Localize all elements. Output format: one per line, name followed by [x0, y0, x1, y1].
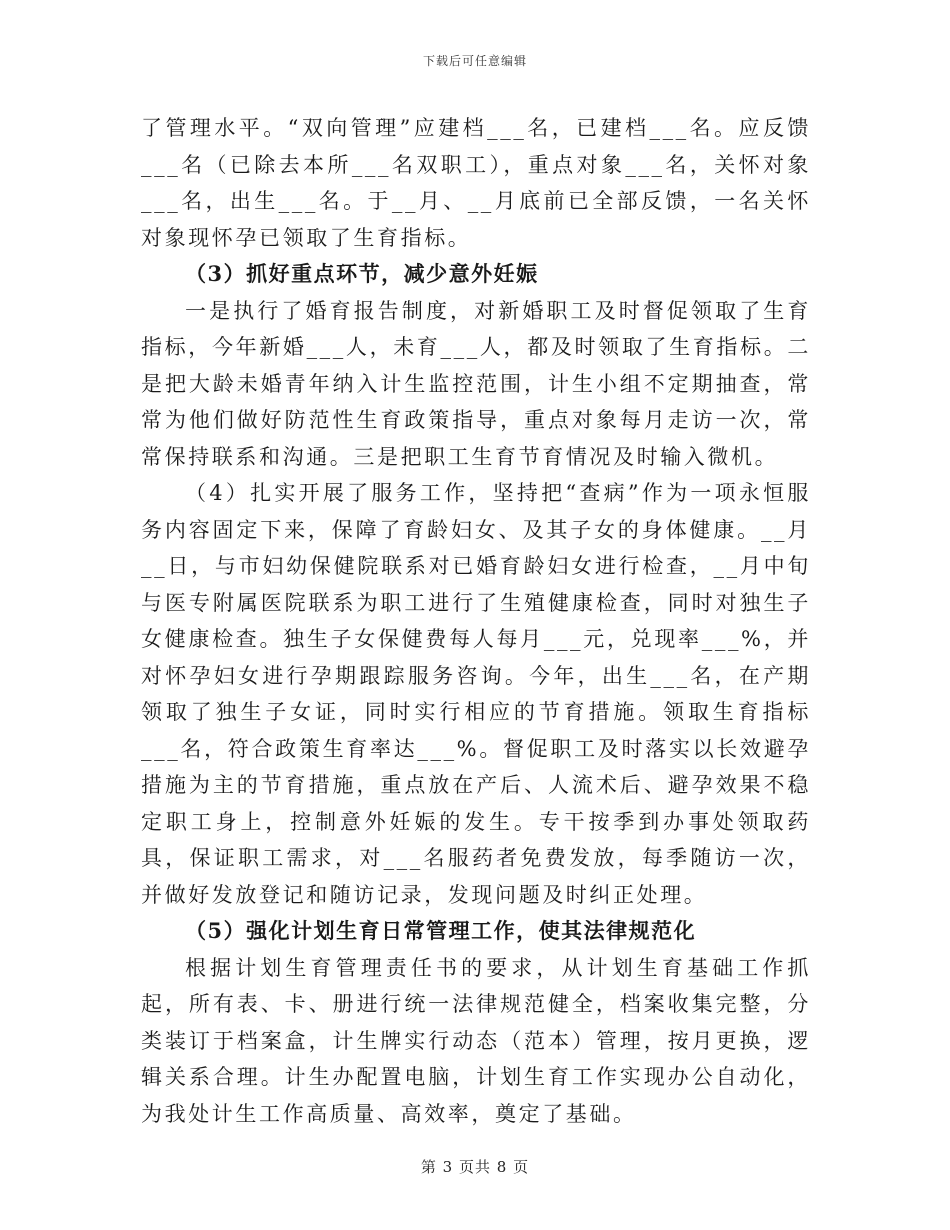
page-number-footer: 第 3 页共 8 页: [420, 1158, 530, 1176]
section-heading-3: （3）抓好重点环节，减少意外妊娠: [185, 261, 539, 286]
paragraph-service-work: （4）扎实开展了服务工作，坚持把“查病”作为一项永恒服务内容固定下来，保障了育龄妇女、及其子女的身体健康。__月__日，与市妇幼保健院联系对已婚育龄妇女进行检查，__月中旬与医专附属医院联系为职工进行了生殖健康检查，同时对独生子女健康检查。独生子女保健费每人每月___元，兑现率___%，并对怀孕妇女进行孕期跟踪服务咨询。今年，出生___名，在产期领取了独生子女证，同时实行相应的节育措施。领取生育指标___名，符合政策生育率达___%。督促职工及时落实以长效避孕措施为主的节育措施，重点放在产后、人流术后、避孕效果不稳定职工身上，控制意外妊娠的发生。专干按季到办事处领取药具，保证职工需求，对___名服药者免费发放，每季随访一次，并做好发放登记和随访记录，发现问题及时纠正处理。: [141, 481, 811, 907]
page-header: 下载后可任意编辑: [422, 54, 527, 68]
paragraph-daily-management: 根据计划生育管理责任书的要求，从计划生育基础工作抓起，所有表、卡、册进行统一法律规范健全，档案收集完整，分类装订于档案盒，计生牌实行动态（范本）管理，按月更换，逻辑关系合理。计生办配置电脑，计划生育工作实现办公自动化，为我处计生工作高质量、高效率，奠定了基础。: [141, 955, 811, 1126]
paragraph-marriage-report: 一是执行了婚育报告制度，对新婚职工及时督促领取了生育指标，今年新婚___人，未育___人，都及时领取了生育指标。二是把大龄未婚青年纳入计生监控范围，计生小组不定期抽查，常常为他们做好防范性生育政策指导，重点对象每月走访一次，常常保持联系和沟通。三是把职工生育节育情况及时输入微机。: [141, 298, 811, 469]
paragraph-management-level: 了管理水平。“双向管理”应建档___名，已建档___名。应反馈___名（已除去本所___名双职工），重点对象___名，关怀对象___名，出生___名。于__月、__月底前已全部反馈，一名关怀对象现怀孕已领取了生育指标。: [141, 116, 811, 250]
section-heading-5: （5）强化计划生育日常管理工作，使其法律规范化: [185, 918, 697, 943]
document-body: [141, 110, 811, 1132]
